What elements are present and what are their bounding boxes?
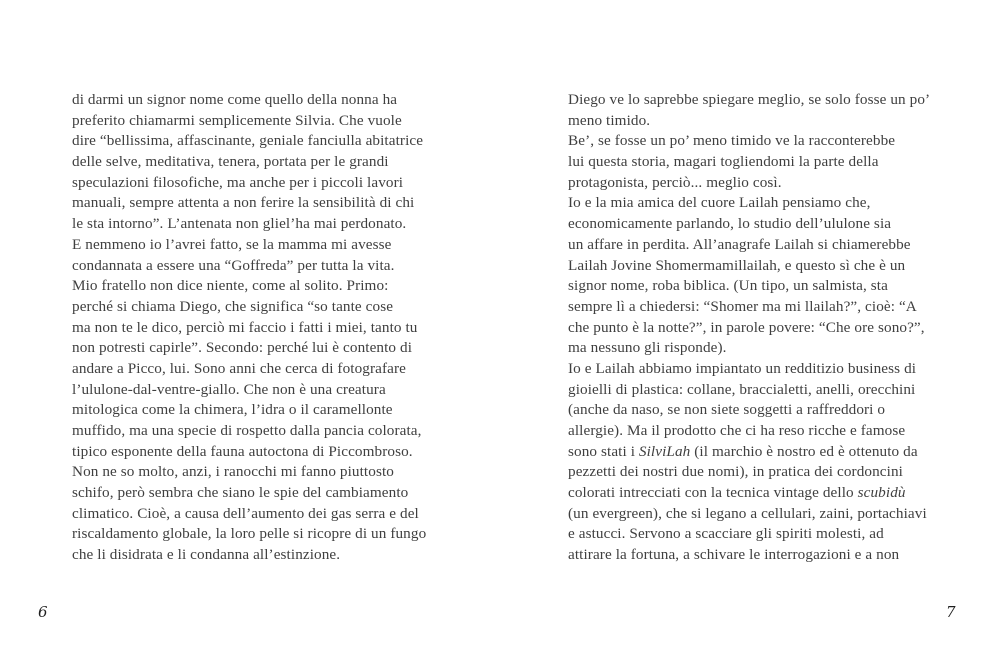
text-line: Be’, se fosse un po’ meno timido ve la racconterebbe <box>568 132 896 150</box>
text-line: Lailah Jovine Shomermamillailah, e questo sì che è un <box>568 256 906 274</box>
text-line: le sta intorno”. L’antenata non gliel’ha mai perdonato. <box>72 215 407 233</box>
text-line: Non ne so molto, anzi, i ranocchi mi fanno piuttosto <box>72 463 394 481</box>
text-line: delle selve, meditativa, tenera, portata per le grandi <box>72 153 389 171</box>
text-line: Mio fratello non dice niente, come al solito. Primo: <box>72 277 389 295</box>
text-line <box>568 442 954 463</box>
text-line: e astucci. Servono a scacciare gli spiriti molesti, ad <box>568 525 884 543</box>
text-line: climatico. Cioè, a causa dell’aumento dei gas serra e del <box>72 504 419 522</box>
text-line: manuali, sempre attenta a non ferire la sensibilità di chi <box>72 194 415 212</box>
text-line: ma non te le dico, perciò mi faccio i fatti i miei, tanto tu <box>72 318 418 336</box>
text-line: protagonista, perciò... meglio così. <box>568 173 782 191</box>
text-line: dire “bellissima, affascinante, geniale fanciulla abitatrice <box>72 132 424 150</box>
text-segment: sono stati i <box>568 442 639 460</box>
text-line: sempre lì a chiedersi: “Shomer ma mi llailah?”, cioè: “A <box>568 297 917 315</box>
page-number-right: 7 <box>946 603 956 621</box>
text-line: lui questa storia, magari togliendomi la parte della <box>568 153 879 171</box>
text-line: che li disidrata e li condanna all’estinzione. <box>72 546 341 564</box>
text-line: preferito chiamarmi semplicemente Silvia. Che vuole <box>72 111 402 129</box>
text-segment: (il marchio è nostro ed è ottenuto da <box>690 442 918 460</box>
page-number-left: 6 <box>38 603 48 621</box>
right-page-text <box>568 90 954 566</box>
text-line: tipico esponente della fauna autoctona di Piccombroso. <box>72 442 413 460</box>
text-line <box>568 483 954 504</box>
text-line: non potresti capirle”. Secondo: perché lui è contento di <box>72 339 413 357</box>
text-line: un affare in perdita. All’anagrafe Lailah si chiamerebbe <box>568 235 911 253</box>
text-line: perché si chiama Diego, che significa “so tante cose <box>72 297 394 315</box>
text-line: che punto è la notte?”, in parole povere: “Che ore sono?”, <box>568 318 925 336</box>
italic-text-segment: scubidù <box>857 484 906 502</box>
text-line: l’ululone-dal-ventre-giallo. Che non è una creatura <box>72 380 386 398</box>
text-line: attirare la fortuna, a schivare le interrogazioni e a non <box>568 546 900 564</box>
text-segment: colorati intrecciati con la tecnica vintage dello <box>568 484 858 502</box>
text-line: gioielli di plastica: collane, braccialetti, anelli, orecchini <box>568 380 916 398</box>
text-line: meno timido. <box>568 111 651 129</box>
left-page-text <box>72 90 458 566</box>
text-line: Diego ve lo saprebbe spiegare meglio, se solo fosse un po’ <box>568 91 931 108</box>
text-line: (un evergreen), che si legano a cellulari, zaini, portachiavi <box>568 504 927 522</box>
italic-text-segment: SilviLah <box>638 442 691 460</box>
text-line: allergie). Ma il prodotto che ci ha reso ricche e famose <box>568 422 906 439</box>
text-line: condannata a essere una “Goffreda” per tutta la vita. <box>72 256 395 274</box>
text-line: ma nessuno gli risponde). <box>568 339 727 357</box>
text-line: mitologica come la chimera, l’idra o il caramellonte <box>72 401 393 419</box>
text-line: speculazioni filosofiche, ma anche per i piccoli lavori <box>72 173 404 191</box>
text-line: muffido, ma una specie di rospetto dalla pancia colorata, <box>72 422 422 439</box>
text-line: economicamente parlando, lo studio dell’ululone sia <box>568 215 892 233</box>
text-line: Io e Lailah abbiamo impiantato un redditizio business di <box>568 359 917 377</box>
text-line: riscaldamento globale, la loro pelle si ricopre di un fungo <box>72 525 427 543</box>
text-line: andare a Picco, lui. Sono anni che cerca di fotografare <box>72 359 406 377</box>
text-line: di darmi un signor nome come quello della nonna ha <box>72 91 398 108</box>
text-line: E nemmeno io l’avrei fatto, se la mamma mi avesse <box>72 235 392 253</box>
text-line: pezzetti dei nostri due nomi), in pratica dei cordoncini <box>568 463 903 481</box>
text-line: schifo, però sembra che siano le spie del cambiamento <box>72 484 409 502</box>
text-line: Io e la mia amica del cuore Lailah pensiamo che, <box>568 194 871 212</box>
text-line: (anche da naso, se non siete soggetti a raffreddori o <box>568 401 886 419</box>
text-line: signor nome, roba biblica. (Un tipo, un salmista, sta <box>568 277 888 295</box>
